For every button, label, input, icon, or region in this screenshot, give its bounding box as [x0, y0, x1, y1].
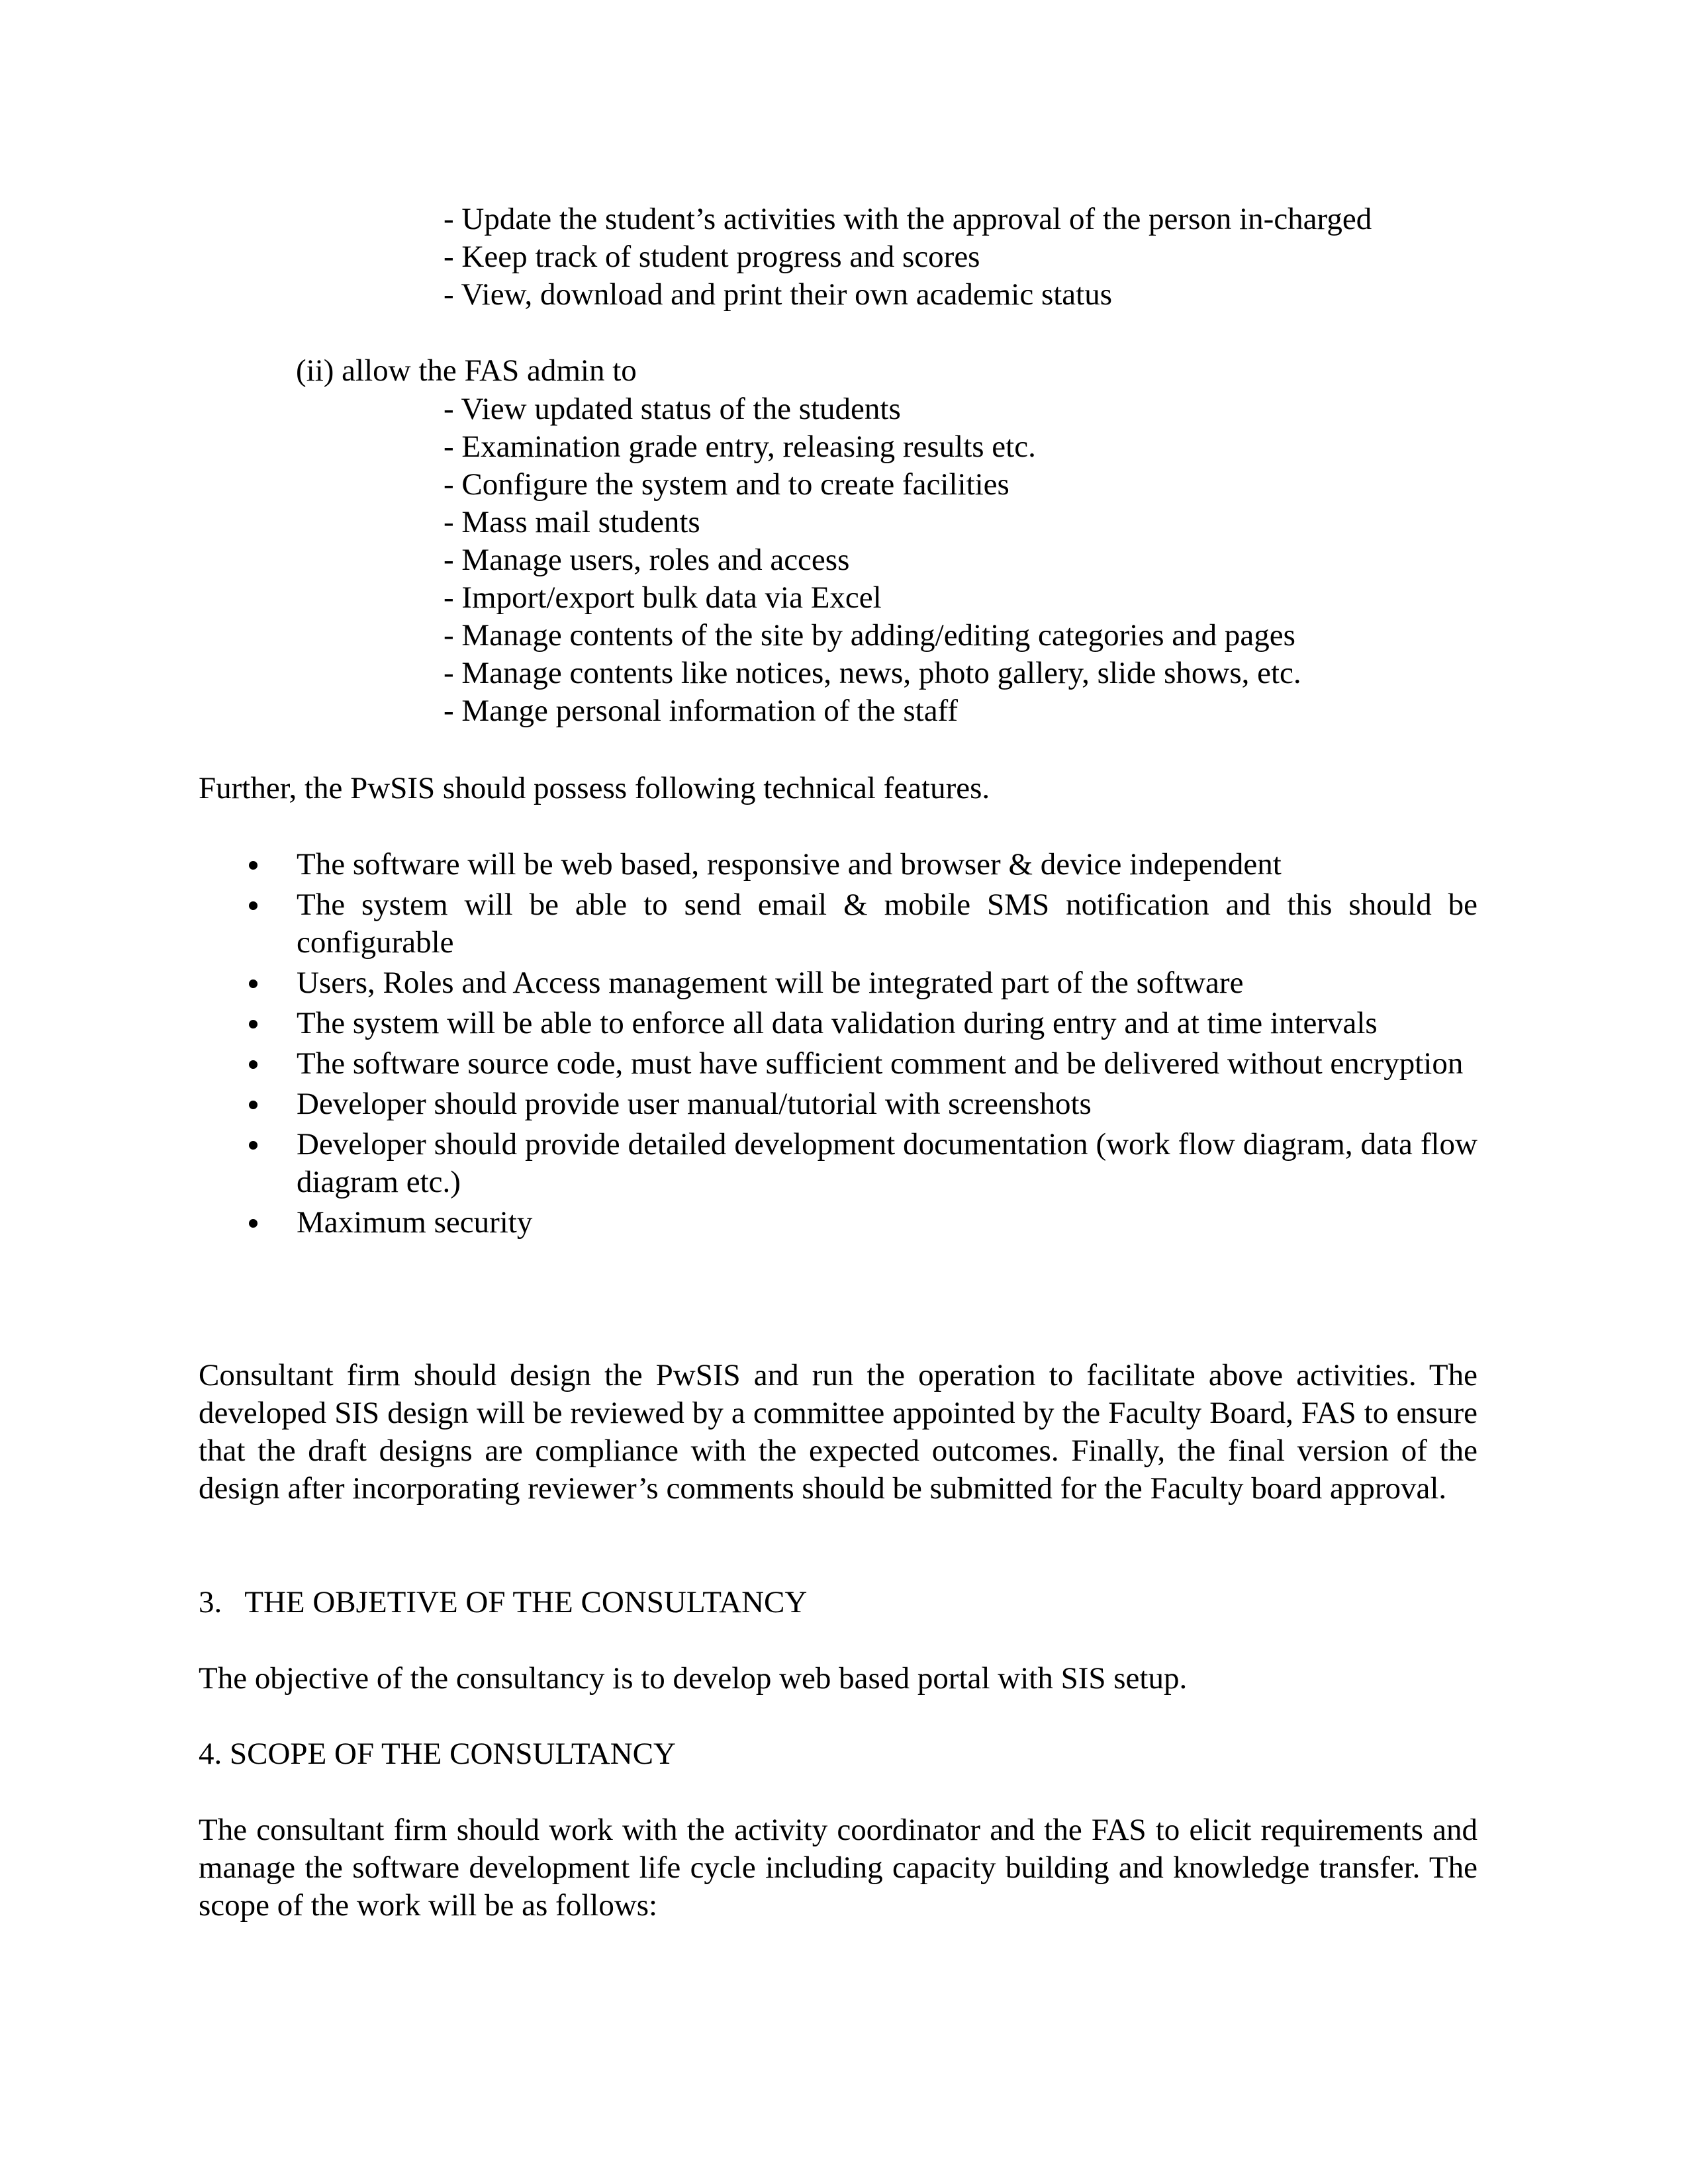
section4-body: The consultant firm should work with the activity coordinator and the FAS to elicit requirements and manage the software development life cycle including capacity building and knowledge transfer. The scope of the work will be as follows:: [199, 1813, 1477, 1923]
bullet-item: [199, 1085, 1477, 1123]
list-item: - Configure the system and to create facilities: [444, 467, 1009, 502]
section3-number: 3.: [199, 1585, 222, 1619]
list-item: - Examination grade entry, releasing results etc.: [444, 430, 1036, 464]
bullet-text: Developer should provide user manual/tutorial with screenshots: [297, 1087, 1092, 1121]
bullet-text: The software source code, must have sufficient comment and be delivered without encryption: [297, 1046, 1464, 1081]
bullet-text: Users, Roles and Access management will be integrated part of the software: [297, 966, 1244, 1000]
bullet-icon: [249, 979, 258, 988]
bullet-item: [199, 1005, 1477, 1042]
bullet-item: [199, 1204, 1477, 1242]
bullet-text: Developer should provide detailed development documentation (work flow diagram, data flow diagram etc.): [297, 1127, 1477, 1199]
bullet-icon: [249, 1101, 258, 1109]
list-item: - Mass mail students: [444, 505, 700, 539]
list-item: - View, download and print their own academic status: [444, 277, 1113, 312]
bullet-icon: [249, 1020, 258, 1028]
bullet-text: Maximum security: [297, 1205, 533, 1240]
list-item: - Import/export bulk data via Excel: [444, 580, 882, 615]
bullet-icon: [249, 861, 258, 870]
consultant-paragraph: Consultant firm should design the PwSIS and run the operation to facilitate above activities. The developed SIS design will be reviewed by a committee appointed by the Faculty Board, FAS to ensure that the draft designs are compliance with the expected outcomes. Finally, the final version of the design after incorporating reviewer’s comments should be submitted for the Faculty board approval.: [199, 1358, 1477, 1506]
bullet-item: [199, 1045, 1477, 1083]
section3-heading: [199, 1584, 807, 1621]
bullet-icon: [249, 1219, 258, 1228]
list-item: - Manage contents like notices, news, photo gallery, slide shows, etc.: [444, 656, 1301, 690]
list-item: - Update the student’s activities with the approval of the person in-charged: [444, 202, 1372, 236]
section4-heading: 4. SCOPE OF THE CONSULTANCY: [199, 1737, 676, 1771]
student-items-list: [444, 201, 1372, 314]
bullet-text: The system will be able to send email & mobile SMS notification and this should be configurable: [297, 887, 1477, 960]
list-item: - Mange personal information of the staff: [444, 694, 959, 728]
list-item: - Keep track of student progress and scores: [444, 240, 980, 274]
bullet-icon: [249, 1060, 258, 1069]
list-item: - Manage contents of the site by adding/editing categories and pages: [444, 618, 1295, 653]
section3-title: THE OBJETIVE OF THE CONSULTANCY: [244, 1585, 808, 1619]
bullet-icon: [249, 1141, 258, 1150]
technical-intro: Further, the PwSIS should possess following technical features.: [199, 771, 990, 805]
section3-body: The objective of the consultancy is to develop web based portal with SIS setup.: [199, 1661, 1188, 1696]
bullet-item: [199, 1126, 1477, 1201]
bullet-icon: [249, 901, 258, 910]
list-item: - View updated status of the students: [444, 392, 901, 426]
admin-intro: (ii) allow the FAS admin to: [296, 353, 637, 388]
bullet-text: The software will be web based, responsive and browser & device independent: [297, 847, 1282, 882]
bullet-item: [199, 886, 1477, 962]
list-item: - Manage users, roles and access: [444, 543, 850, 577]
bullet-item: [199, 846, 1477, 884]
technical-features-list: [199, 846, 1477, 1244]
bullet-text: The system will be able to enforce all data validation during entry and at time intervals: [297, 1006, 1378, 1040]
admin-items-list: [444, 390, 1301, 730]
bullet-item: [199, 964, 1477, 1002]
